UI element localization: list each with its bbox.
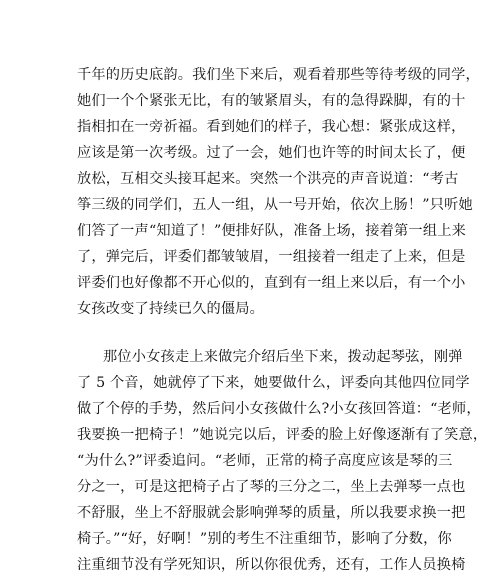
paragraph-1 [77, 62, 480, 322]
text-line: 不舒服，坐上不舒服就会影响弹琴的质量，所以我要求换一把 [77, 505, 466, 521]
text-line: “为什么?”评委追问。“老师，正常的椅子高度应该是琴的三 [77, 453, 453, 469]
text-line: 评委们也好像都不开心似的，直到有一组上来以后，有一个小 [77, 275, 466, 291]
paragraph-gap [77, 322, 437, 344]
text-line: 指相扣在一旁祈福。看到她们的样子，我心想：紧张成这样， [77, 119, 466, 135]
text-line: 我要换一把椅子！”她说完以后，评委的脸上好像逐渐有了笑意， [77, 427, 488, 443]
text-line: 筝三级的同学们，五人一组，从一号开始，依次上肠！”只听她 [77, 197, 473, 213]
text-line: 椅子。”“好，好啊！”别的考生不注重细节，影响了分数，你 [77, 531, 452, 547]
text-line: 应该是第一次考级。过了一会，她们也许等的时间太长了，便 [77, 145, 466, 161]
text-line: 分之一，可是这把椅子占了琴的三分之二，坐上去弹琴一点也 [77, 479, 466, 495]
text-line: 了 5 个音，她就停了下来，她要做什么，评委向其他四位同学 [77, 375, 470, 391]
text-line: 们答了一声“知道了！”便排好队，准备上场，接着第一组上来 [77, 223, 466, 239]
text-line: 了，弹完后，评委们都皱皱眉，一组接着一组走了上来，但是 [77, 249, 466, 265]
text-line: 她们一个个紧张无比，有的皱紧眉头，有的急得跺脚，有的十 [77, 93, 466, 109]
text-line: 那位小女孩走上来做完介绍后坐下来，拨动起琴弦，刚弹 [103, 349, 463, 365]
text-line: 做了个停的手势，然后问小女孩做什么?小女孩回答道：“老师， [77, 401, 481, 417]
text-line: 放松，互相交头接耳起来。突然一个洪亮的声音说道：“考古 [77, 171, 459, 187]
text-line: 千年的历史底韵。我们坐下来后，观看着那些等待考级的同学， [77, 67, 480, 83]
text-line: 女孩改变了持续已久的僵局。 [77, 301, 265, 317]
text-line: 注重细节没有学死知识，所以你很优秀，还有，工作人员换椅 [77, 557, 466, 573]
paragraph-2 [77, 344, 488, 578]
article-body [77, 62, 488, 578]
